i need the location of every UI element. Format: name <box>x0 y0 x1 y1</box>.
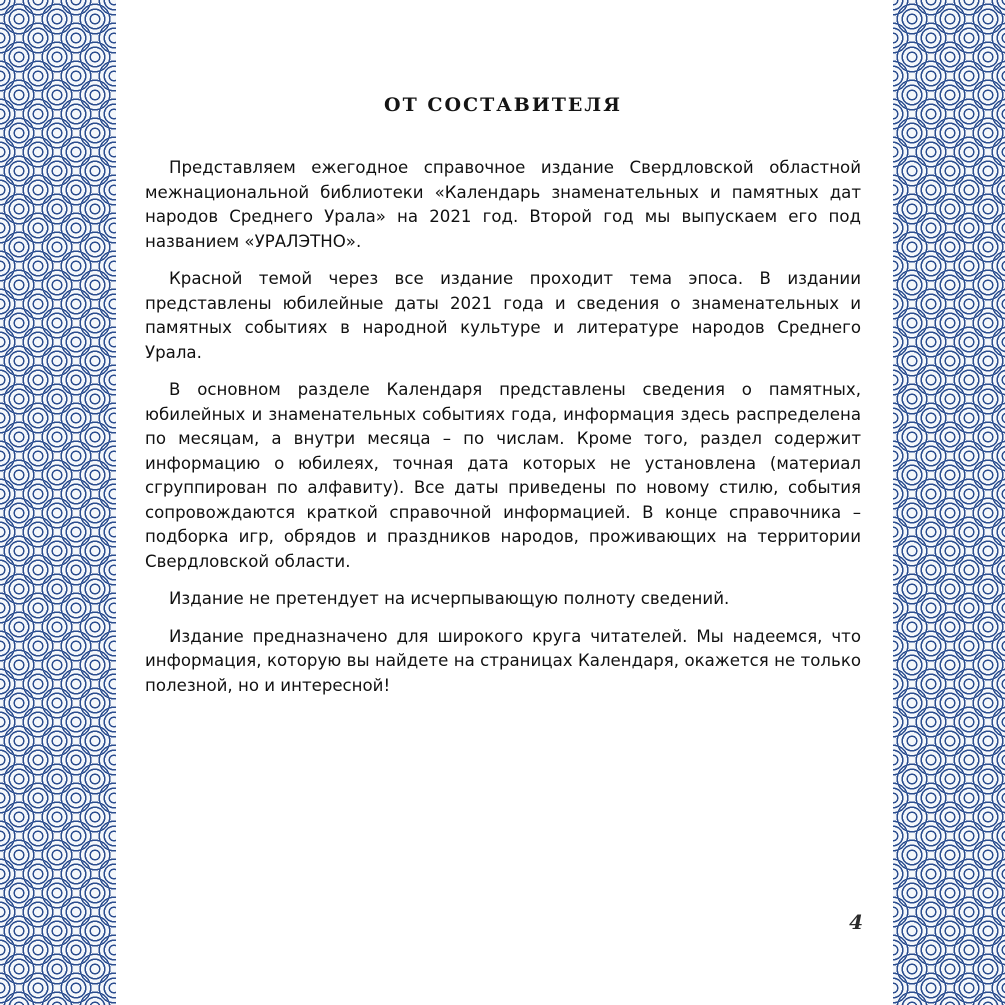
paragraph: В основном разделе Календаря представлены сведения о памятных, юбилейных и знаменательных событиях года, информация здесь распределена по месяцам, а внутри месяца – по числам. Кроме того, раздел содержит информацию о юбилеях, точная дата которых не установлена (материал сгруппирован по алфавиту). Все даты приведены по новому стилю, события сопровождаются краткой справочной информацией. В конце справочника – подборка игр, обрядов и праздников народов, проживающих на территории Свердловской области. <box>145 380 861 571</box>
right-ornament-border <box>893 0 1005 1005</box>
paragraph: Красной темой через все издание проходит тема эпоса. В издании представлены юбилейные даты 2021 года и сведения о знаменательных и памятных событиях в народной культуре и литературе народов Среднего Урала. <box>145 269 861 362</box>
page-number: 4 <box>849 910 863 934</box>
page-heading: ОТ СОСТАВИТЕЛЯ <box>384 94 622 116</box>
paragraph: Представляем ежегодное справочное издание Свердловской областной межнациональной библиотеки «Календарь знаменательных и памятных дат народов Среднего Урала» на 2021 год. Второй год мы выпускаем его под названием «УРАЛЭТНО». <box>145 158 861 251</box>
paragraph: Издание предназначено для широкого круга читателей. Мы надеемся, что информация, которую вы найдете на страницах Календаря, окажется не только полезной, но и интересной! <box>145 626 861 695</box>
paragraph: Издание не претендует на исчерпывающую полноту сведений. <box>169 589 730 608</box>
body-text <box>145 156 861 711</box>
left-ornament-border <box>0 0 116 1005</box>
